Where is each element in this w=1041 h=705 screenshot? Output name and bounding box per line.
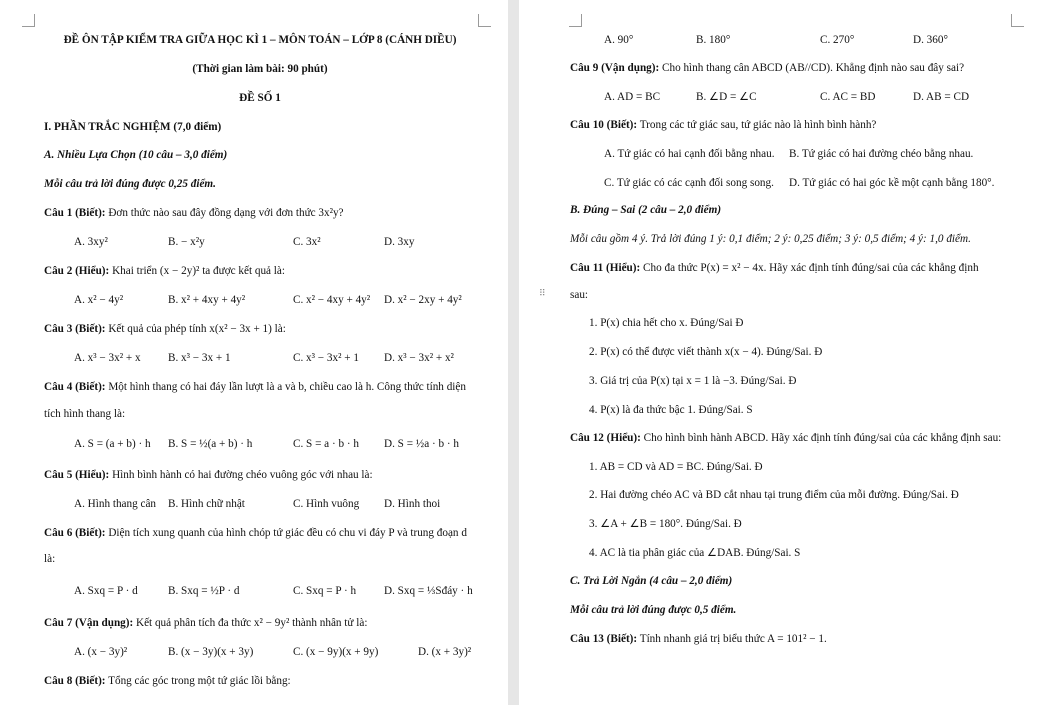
option-d: D. S = ½a · b · h [384, 438, 459, 450]
option-c: C. AC = BD [820, 91, 876, 103]
margin-corner-mark [478, 14, 491, 27]
option-d: D. x² − 2xy + 4y² [384, 294, 462, 306]
question-text: Tính nhanh giá trị biểu thức A = 101² − 1. [639, 633, 827, 645]
option-d: D. 3xy [384, 236, 415, 248]
question-label: Câu 10 (Biết): [570, 119, 638, 131]
part-c-note: Mỗi câu trả lời đúng được 0,5 điểm. [570, 604, 737, 616]
option-c: C. Hình vuông [293, 498, 360, 510]
option-a: A. 3xy² [74, 236, 108, 248]
question-label: Câu 3 (Biết): [44, 323, 106, 335]
question-label: Câu 9 (Vận dụng): [570, 62, 660, 74]
option-c: C. 270° [820, 34, 855, 46]
question-10 [570, 118, 876, 132]
question-12 [570, 431, 1001, 445]
margin-corner-mark [569, 14, 582, 27]
question-8 [44, 674, 291, 688]
question-5 [44, 468, 373, 482]
option-b: B. ∠D = ∠C [696, 91, 757, 103]
question-text: Kết quả phân tích đa thức x² − 9y² thành nhân tử là: [136, 617, 368, 629]
statement-4: 4. P(x) là đa thức bậc 1. Đúng/Sai. S [589, 404, 753, 416]
question-label: Câu 1 (Biết): [44, 207, 106, 219]
option-b: B. Hình chữ nhật [168, 498, 245, 510]
question-text: Đơn thức nào sau đây đồng dạng với đơn thức 3x²y? [108, 207, 344, 219]
question-label: Câu 7 (Vận dụng): [44, 617, 134, 629]
question-text: Cho hình thang cân ABCD (AB//CD). Khẳng định nào sau đây sai? [662, 62, 965, 74]
section-heading: I. PHẦN TRẮC NGHIỆM (7,0 điểm) [44, 121, 222, 133]
question-4 [44, 380, 466, 394]
option-b: B. Tứ giác có hai đường chéo bằng nhau. [789, 148, 974, 160]
question-text: Trong các tứ giác sau, tứ giác nào là hình bình hành? [639, 119, 877, 131]
option-d: D. AB = CD [913, 91, 970, 103]
question-text: Một hình thang có hai đáy lần lượt là a và b, chiều cao là h. Công thức tính diện [108, 381, 466, 393]
option-b: B. (x − 3y)(x + 3y) [168, 646, 254, 658]
option-a: A. AD = BC [604, 91, 661, 103]
question-text: Hình bình hành có hai đường chéo vuông góc với nhau là: [112, 469, 373, 481]
question-9 [570, 61, 964, 75]
question-label: Câu 6 (Biết): [44, 527, 106, 539]
option-b: B. 180° [696, 34, 731, 46]
question-text: Kết quả của phép tính x(x² − 3x + 1) là: [108, 323, 286, 335]
question-text: Khai triển (x − 2y)² ta được kết quả là: [112, 265, 285, 277]
option-a: A. 90° [604, 34, 634, 46]
statement-3: 3. Giá trị của P(x) tại x = 1 là −3. Đúng/Sai. Đ [589, 375, 797, 387]
option-d: D. 360° [913, 34, 948, 46]
part-a-heading: A. Nhiều Lựa Chọn (10 câu – 3,0 điểm) [44, 149, 228, 161]
part-c-heading: C. Trả Lời Ngắn (4 câu – 2,0 điểm) [570, 575, 733, 587]
question-3 [44, 322, 286, 336]
question-text: Cho đa thức P(x) = x² − 4x. Hãy xác định tính đúng/sai của các khẳng định [643, 262, 979, 274]
option-a: A. S = (a + b) · h [74, 438, 151, 450]
question-label: Câu 13 (Biết): [570, 633, 638, 645]
option-c: C. x³ − 3x² + 1 [293, 352, 359, 364]
question-text: Tổng các góc trong một tứ giác lồi bằng: [108, 675, 291, 687]
question-text-cont: là: [44, 553, 56, 565]
question-label: Câu 4 (Biết): [44, 381, 106, 393]
option-a: A. (x − 3y)² [74, 646, 128, 658]
option-b: B. − x²y [168, 236, 205, 248]
statement-3: 3. ∠A + ∠B = 180°. Đúng/Sai. Đ [589, 518, 742, 530]
question-label: Câu 5 (Hiểu): [44, 469, 110, 481]
option-b: B. x² + 4xy + 4y² [168, 294, 246, 306]
option-d: D. Hình thoi [384, 498, 441, 510]
document-page-left [0, 0, 508, 705]
question-text: Cho hình bình hành ABCD. Hãy xác định tính đúng/sai của các khẳng định sau: [643, 432, 1002, 444]
question-label: Câu 8 (Biết): [44, 675, 106, 687]
option-d: D. Sxq = ⅓Sđáy · h [384, 585, 473, 597]
option-c: C. x² − 4xy + 4y² [293, 294, 371, 306]
question-11 [570, 261, 979, 275]
option-c: C. S = a · b · h [293, 438, 359, 450]
exam-number: ĐỀ SỐ 1 [239, 92, 281, 104]
question-2 [44, 264, 285, 278]
part-b-note: Mỗi câu gồm 4 ý. Trả lời đúng 1 ý: 0,1 điểm; 2 ý: 0,25 điểm; 3 ý: 0,5 điểm; 4 ý: 1,0 điểm. [570, 233, 971, 245]
option-b: B. S = ½(a + b) · h [168, 438, 253, 450]
statement-4: 4. AC là tia phân giác của ∠DAB. Đúng/Sai. S [589, 547, 801, 559]
question-label: Câu 12 (Hiểu): [570, 432, 641, 444]
margin-corner-mark [1011, 14, 1024, 27]
statement-1: 1. P(x) chia hết cho x. Đúng/Sai Đ [589, 317, 744, 329]
option-c: C. Tứ giác có các cạnh đối song song. [604, 177, 774, 189]
drag-handle-icon[interactable]: ⠿ [539, 289, 547, 299]
part-a-note: Mỗi câu trả lời đúng được 0,25 điểm. [44, 178, 216, 190]
margin-corner-mark [22, 14, 35, 27]
option-a: A. Hình thang cân [74, 498, 157, 510]
option-b: B. Sxq = ½P · d [168, 585, 240, 597]
option-a: A. Tứ giác có hai cạnh đối bằng nhau. [604, 148, 775, 160]
option-d: D. x³ − 3x² + x² [384, 352, 454, 364]
question-text-cont: sau: [570, 289, 589, 301]
question-text: Diện tích xung quanh của hình chóp tứ giác đều có chu vi đáy P và trung đoạn d [108, 527, 467, 539]
question-label: Câu 2 (Hiểu): [44, 265, 110, 277]
option-a: A. x³ − 3x² + x [74, 352, 141, 364]
option-a: A. Sxq = P · d [74, 585, 138, 597]
question-label: Câu 11 (Hiểu): [570, 262, 641, 274]
part-b-heading: B. Đúng – Sai (2 câu – 2,0 điểm) [570, 204, 722, 216]
option-a: A. x² − 4y² [74, 294, 124, 306]
statement-2: 2. P(x) có thể được viết thành x(x − 4). Đúng/Sai. Đ [589, 346, 823, 358]
question-7 [44, 616, 367, 630]
exam-time: (Thời gian làm bài: 90 phút) [192, 63, 328, 75]
statement-1: 1. AB = CD và AD = BC. Đúng/Sai. Đ [589, 461, 763, 473]
question-text-cont: tích hình thang là: [44, 408, 126, 420]
option-d: D. Tứ giác có hai góc kề một cạnh bằng 180°. [789, 177, 995, 189]
question-13 [570, 632, 827, 646]
question-1 [44, 206, 344, 220]
option-c: C. (x − 9y)(x + 9y) [293, 646, 379, 658]
option-c: C. Sxq = P · h [293, 585, 357, 597]
option-c: C. 3x² [293, 236, 321, 248]
option-d: D. (x + 3y)² [418, 646, 472, 658]
question-6 [44, 526, 467, 540]
document-page-right [519, 0, 1041, 705]
statement-2: 2. Hai đường chéo AC và BD cắt nhau tại trung điểm của mỗi đường. Đúng/Sai. Đ [589, 489, 959, 501]
exam-title: ĐỀ ÔN TẬP KIỂM TRA GIỮA HỌC KÌ 1 – MÔN TOÁN – LỚP 8 (CÁNH DIỀU) [63, 34, 457, 46]
option-b: B. x³ − 3x + 1 [168, 352, 231, 364]
